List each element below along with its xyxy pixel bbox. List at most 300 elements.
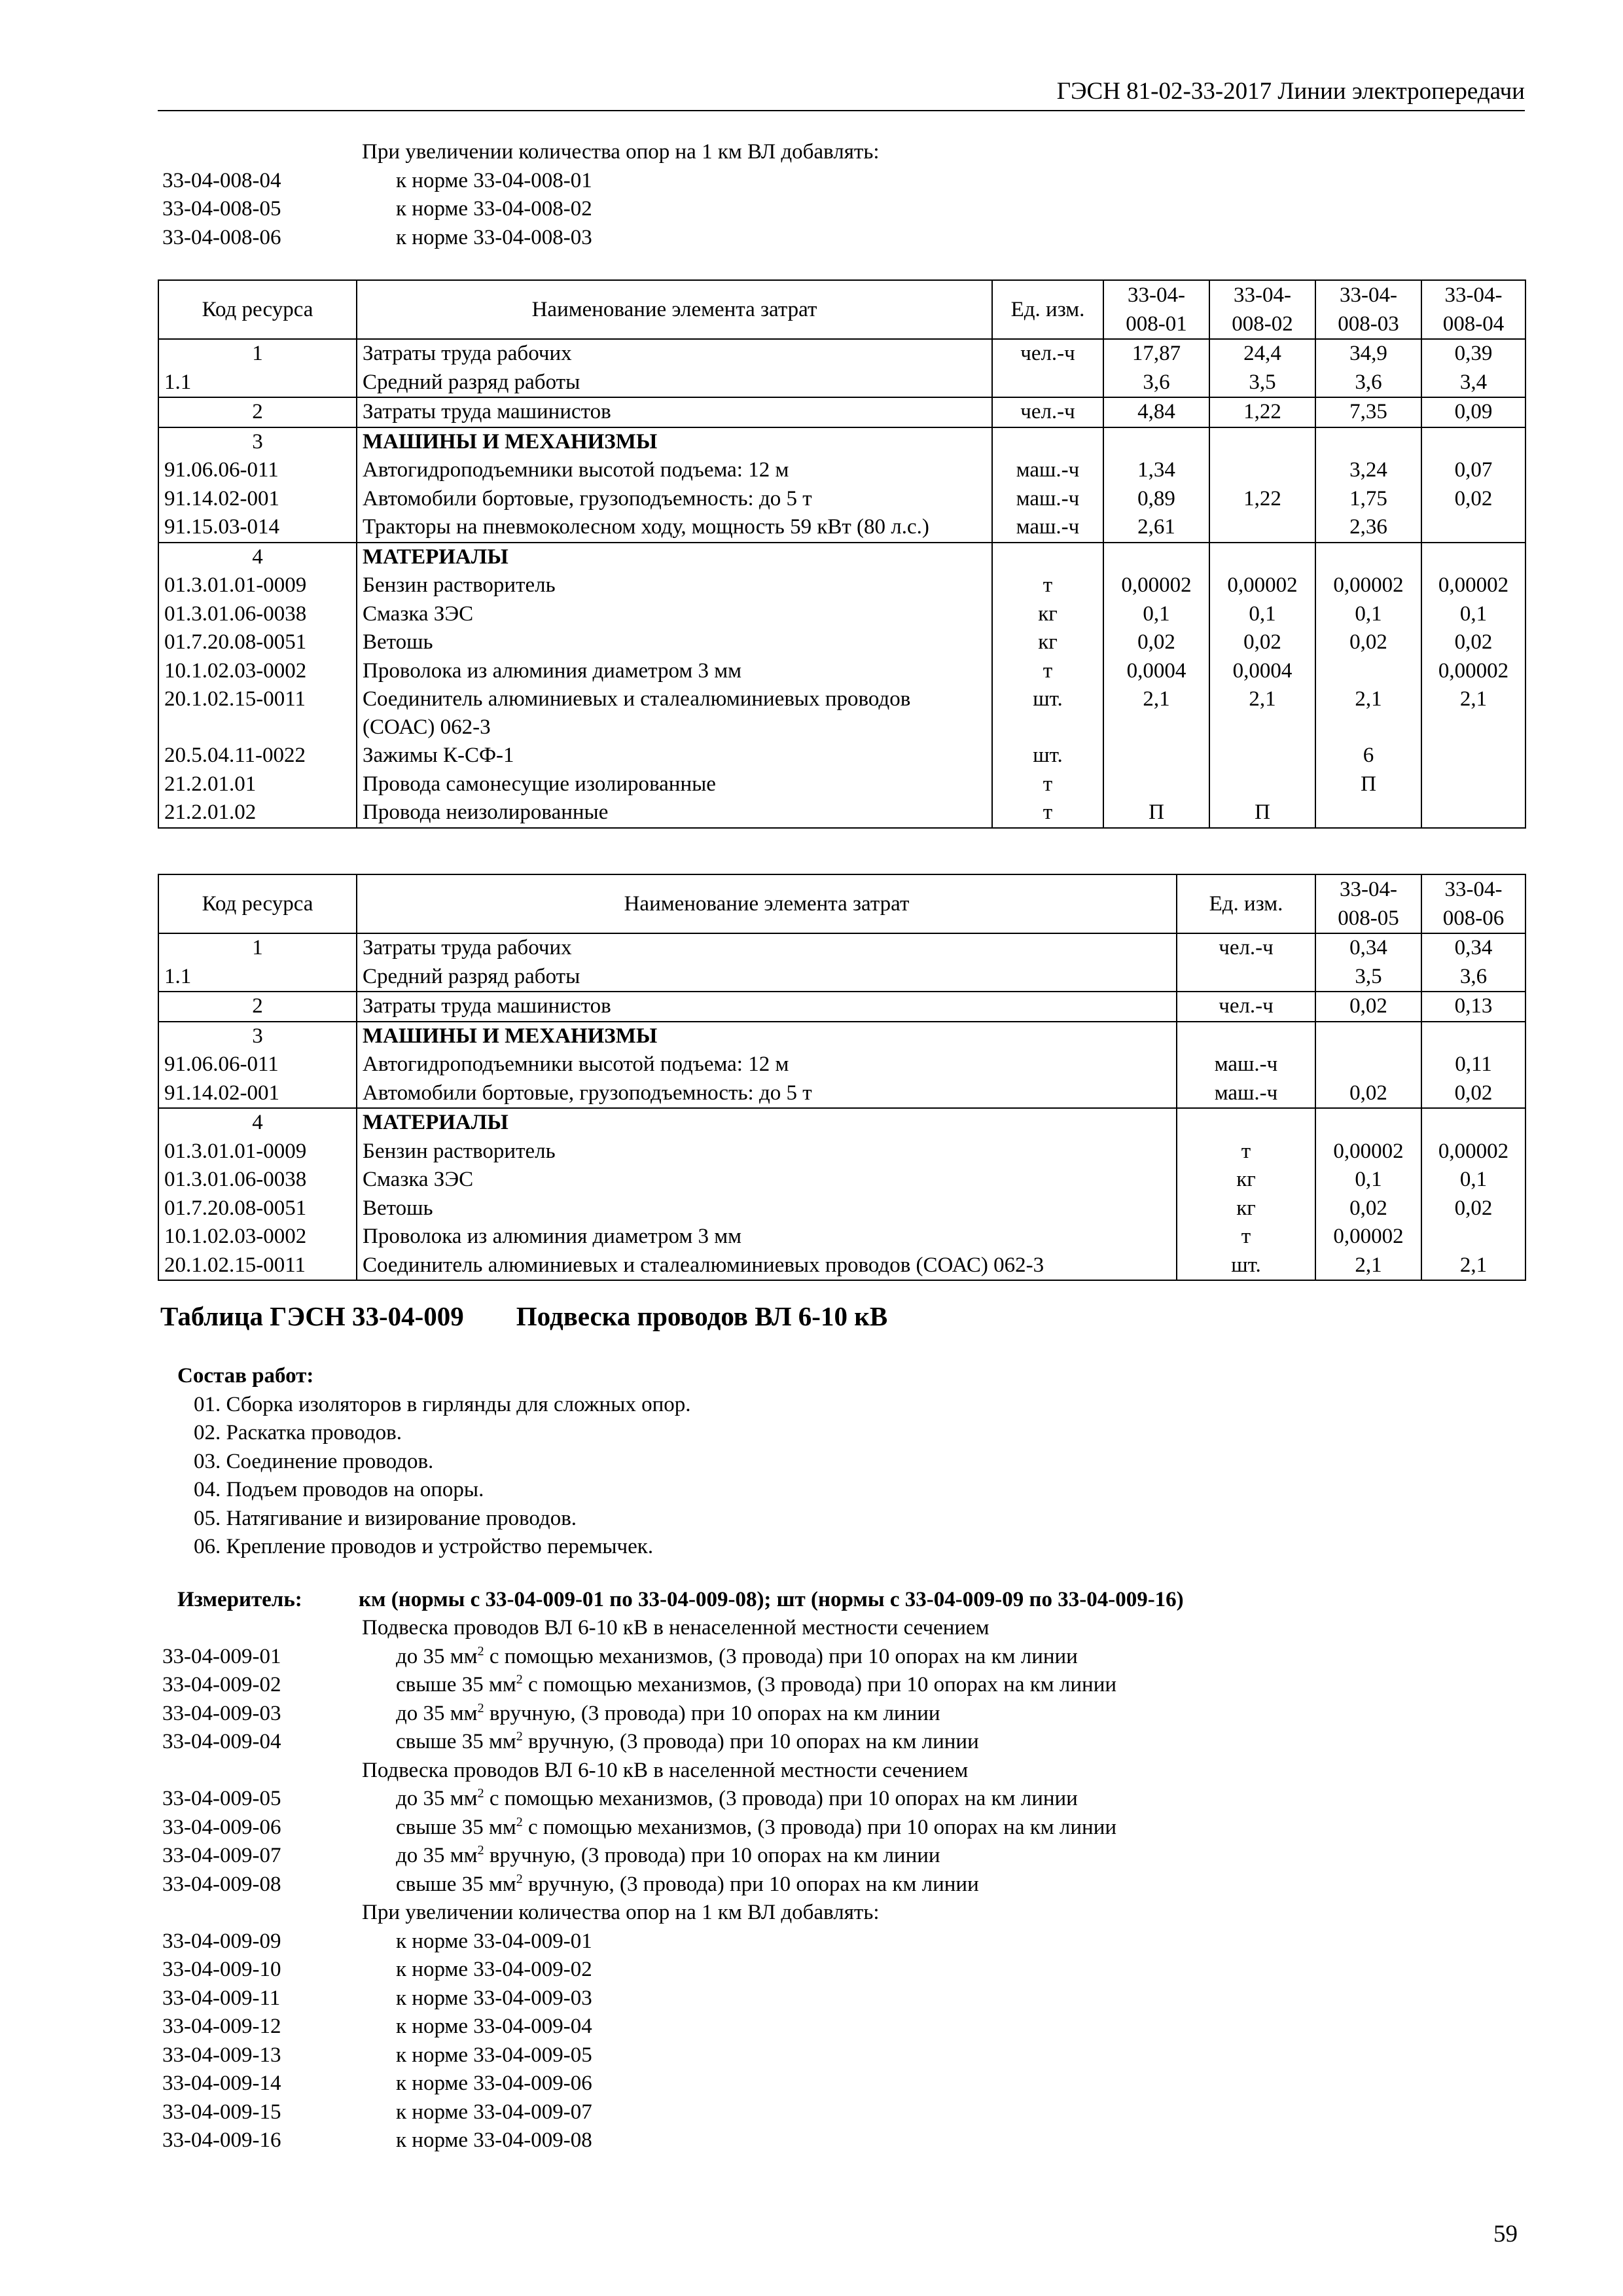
norm-code: 33-04-009-05 (162, 1787, 281, 1811)
norm-code: 33-04-009-01 (162, 1644, 281, 1668)
resource-code: 01.7.20.08-0051 (158, 1194, 357, 1223)
superscript: 2 (477, 1786, 484, 1801)
resource-name: Затраты труда рабочих (357, 933, 1177, 963)
header-name: Наименование элемента затрат (357, 280, 992, 339)
table-row (158, 513, 1525, 543)
norm-text: к норме 33-04-009-07 (396, 2100, 592, 2124)
value-cell: 0,34 (1315, 933, 1421, 963)
value-cell: 2,61 (1103, 513, 1209, 543)
unit-cell: т (992, 657, 1103, 686)
value-cell: 1,22 (1209, 397, 1315, 427)
resource-name: Затраты труда рабочих (357, 339, 992, 368)
value-cell: 0,02 (1315, 628, 1421, 657)
list-item (162, 1871, 1471, 1899)
value-cell: 3,6 (1103, 368, 1209, 398)
unit-cell: шт. (1177, 1251, 1315, 1281)
header-norm: 33-04-008-01 (1103, 280, 1209, 339)
list-heading-row (162, 1899, 1471, 1928)
value-cell: 3,5 (1209, 368, 1315, 398)
section-title (160, 1299, 887, 1334)
value-cell: 2,1 (1103, 685, 1209, 742)
value-cell: 0,07 (1421, 456, 1525, 485)
value-cell: 0,39 (1421, 339, 1525, 368)
unit-cell: чел.-ч (992, 397, 1103, 427)
list-item (162, 2041, 1471, 2070)
superscript: 2 (516, 1814, 523, 1829)
resource-name: Бензин растворитель (357, 571, 992, 600)
norm-code: 33-04-009-14 (162, 2072, 281, 2096)
unit-cell: маш.-ч (992, 485, 1103, 514)
resource-name: Проволока из алюминия диаметром 3 мм (357, 1223, 1177, 1251)
value-cell: 0,09 (1421, 397, 1525, 427)
value-cell: 0,1 (1421, 600, 1525, 629)
norm-code: 33-04-009-08 (162, 1872, 281, 1896)
resource-name: Затраты труда машинистов (357, 992, 1177, 1022)
top-code-list (162, 138, 1471, 252)
unit-cell (1177, 963, 1315, 992)
value-cell: 2,1 (1315, 685, 1421, 742)
norm-text-pre: свыше 35 мм (396, 1815, 516, 1839)
value-cell: 0,0004 (1209, 657, 1315, 686)
table-row (158, 571, 1525, 600)
unit-cell: т (992, 770, 1103, 799)
value-cell (1103, 427, 1209, 457)
list-heading-row (162, 1614, 1471, 1643)
value-cell (1209, 770, 1315, 799)
norm-text-pre: до 35 мм (396, 1644, 478, 1668)
resource-code: 91.06.06-011 (158, 1050, 357, 1079)
unit-cell: маш.-ч (1177, 1079, 1315, 1109)
table-id: Таблица ГЭСН 33-04-009 (160, 1301, 464, 1331)
norm-code: 33-04-009-13 (162, 2043, 281, 2067)
value-cell: 0,02 (1421, 1079, 1525, 1109)
superscript: 2 (477, 1843, 484, 1858)
list-heading: При увеличении количества опор на 1 км ВЛ добавлять: (362, 1901, 880, 1925)
table-row (158, 628, 1525, 657)
list-heading: Подвеска проводов ВЛ 6-10 кВ в ненаселенной местности сечением (362, 1616, 990, 1640)
table-row (158, 1223, 1525, 1251)
resource-code: 1 (158, 933, 357, 963)
work-item: 01. Сборка изоляторов в гирлянды для сложных опор. (194, 1392, 691, 1416)
value-cell: П (1315, 770, 1421, 799)
list-item (162, 2013, 1471, 2041)
value-cell (1421, 543, 1525, 572)
value-cell: 0,02 (1103, 628, 1209, 657)
value-cell: 17,87 (1103, 339, 1209, 368)
unit-cell: маш.-ч (1177, 1050, 1315, 1079)
header-title: ГЭСН 81-02-33-2017 Линии электропередачи (1056, 78, 1525, 105)
value-cell: 4,84 (1103, 397, 1209, 427)
value-cell (1103, 742, 1209, 770)
list-item (162, 195, 1471, 224)
norm-code: 33-04-008-06 (162, 225, 281, 249)
unit-cell: маш.-ч (992, 456, 1103, 485)
value-cell (1315, 798, 1421, 828)
resource-code: 01.3.01.01-0009 (158, 1138, 357, 1166)
header-name: Наименование элемента затрат (357, 874, 1177, 933)
resource-code: 2 (158, 992, 357, 1022)
list-item (162, 1671, 1471, 1700)
value-cell: 0,13 (1421, 992, 1525, 1022)
unit-cell: шт. (992, 685, 1103, 742)
value-cell: 3,5 (1315, 963, 1421, 992)
resource-code: 10.1.02.03-0002 (158, 1223, 357, 1251)
norm-text: к норме 33-04-008-03 (396, 225, 592, 249)
resource-code: 91.14.02-001 (158, 1079, 357, 1109)
unit-cell: т (992, 571, 1103, 600)
norm-text (362, 1728, 979, 1756)
norm-text-pre: свыше 35 мм (396, 1673, 516, 1697)
value-cell (1421, 770, 1525, 799)
list-item (162, 2070, 1471, 2098)
table-row (158, 1108, 1525, 1138)
meter-line (177, 1586, 1184, 1614)
norm-code: 33-04-009-09 (162, 1929, 281, 1953)
value-cell: 3,6 (1421, 963, 1525, 992)
resource-name: МАТЕРИАЛЫ (357, 543, 992, 572)
norm-text (362, 1700, 940, 1728)
value-cell: 0,02 (1421, 485, 1525, 514)
table-row (158, 427, 1525, 457)
table-row (158, 456, 1525, 485)
unit-cell: чел.-ч (1177, 933, 1315, 963)
value-cell: 34,9 (1315, 339, 1421, 368)
resource-code: 01.3.01.01-0009 (158, 571, 357, 600)
table-row (158, 742, 1525, 770)
list-item (162, 1814, 1471, 1842)
resource-table-1 (158, 279, 1526, 829)
resource-name: МАШИНЫ И МЕХАНИЗМЫ (357, 427, 992, 457)
norm-text-post: с помощью механизмов, (3 провода) при 10 опорах на км линии (484, 1644, 1078, 1668)
resource-name: Затраты труда машинистов (357, 397, 992, 427)
value-cell: П (1103, 798, 1209, 828)
work-item: 03. Соединение проводов. (194, 1449, 434, 1473)
unit-cell: т (1177, 1138, 1315, 1166)
value-cell: 3,4 (1421, 368, 1525, 398)
resource-code: 20.1.02.15-0011 (158, 1251, 357, 1281)
resource-code: 20.5.04.11-0022 (158, 742, 357, 770)
list-heading-row (162, 1757, 1471, 1785)
value-cell: 2,1 (1315, 1251, 1421, 1281)
value-cell (1209, 456, 1315, 485)
header-norm: 33-04-008-05 (1315, 874, 1421, 933)
value-cell (1315, 1108, 1421, 1138)
table-title: Подвеска проводов ВЛ 6-10 кВ (516, 1301, 888, 1331)
norm-code: 33-04-009-02 (162, 1673, 281, 1697)
resource-name: Смазка ЗЭС (357, 1166, 1177, 1194)
resource-name: Смазка ЗЭС (357, 600, 992, 629)
value-cell: 0,1 (1209, 600, 1315, 629)
list-item (162, 1643, 1471, 1672)
works-list (177, 1362, 691, 1562)
table-row (158, 1050, 1525, 1079)
resource-code: 2 (158, 397, 357, 427)
value-cell: 0,89 (1103, 485, 1209, 514)
resource-code: 21.2.01.02 (158, 798, 357, 828)
value-cell: 0,00002 (1103, 571, 1209, 600)
resource-code: 91.06.06-011 (158, 456, 357, 485)
unit-cell: т (992, 798, 1103, 828)
list-item (162, 167, 1471, 196)
norm-text-post: с помощью механизмов, (3 провода) при 10 опорах на км линии (484, 1787, 1078, 1811)
works-heading: Состав работ: (177, 1364, 314, 1388)
resource-code: 01.3.01.06-0038 (158, 1166, 357, 1194)
unit-cell (1177, 1022, 1315, 1051)
value-cell: 0,02 (1421, 1194, 1525, 1223)
value-cell (1421, 1022, 1525, 1051)
resource-name: МАТЕРИАЛЫ (357, 1108, 1177, 1138)
norm-code: 33-04-008-04 (162, 168, 281, 192)
list-item (162, 1700, 1471, 1729)
table-row (158, 485, 1525, 514)
table-row (158, 798, 1525, 828)
value-cell (1103, 543, 1209, 572)
resource-code: 4 (158, 543, 357, 572)
table-row (158, 600, 1525, 629)
work-item: 04. Подъем проводов на опоры. (194, 1478, 484, 1501)
resource-code: 21.2.01.01 (158, 770, 357, 799)
value-cell: 0,02 (1315, 1194, 1421, 1223)
value-cell (1315, 543, 1421, 572)
norm-text-post: вручную, (3 провода) при 10 опорах на км линии (522, 1730, 979, 1754)
table-row (158, 368, 1525, 398)
value-cell: 7,35 (1315, 397, 1421, 427)
norm-code: 33-04-009-04 (162, 1730, 281, 1754)
norm-text-post: вручную, (3 провода) при 10 опорах на км линии (522, 1872, 979, 1896)
resource-code: 01.3.01.06-0038 (158, 600, 357, 629)
resource-name: Тракторы на пневмоколесном ходу, мощность 59 кВт (80 л.с.) (357, 513, 992, 543)
unit-cell (1177, 1108, 1315, 1138)
value-cell: 1,34 (1103, 456, 1209, 485)
norm-code: 33-04-009-06 (162, 1815, 281, 1839)
norm-text: к норме 33-04-009-04 (396, 2015, 592, 2039)
resource-code: 10.1.02.03-0002 (158, 657, 357, 686)
work-item: 05. Натягивание и визирование проводов. (194, 1506, 577, 1530)
value-cell (1315, 1050, 1421, 1079)
value-cell (1421, 1223, 1525, 1251)
value-cell: 0,1 (1421, 1166, 1525, 1194)
norm-code-list (162, 1614, 1471, 2155)
resource-code: 20.1.02.15-0011 (158, 685, 357, 742)
unit-cell: маш.-ч (992, 513, 1103, 543)
norm-text-pre: до 35 мм (396, 1701, 478, 1725)
norm-text: к норме 33-04-009-05 (396, 2043, 592, 2067)
resource-name: Автомобили бортовые, грузоподъемность: до 5 т (357, 485, 992, 514)
resource-name: Проволока из алюминия диаметром 3 мм (357, 657, 992, 686)
resource-name: Ветошь (357, 1194, 1177, 1223)
resource-code: 1.1 (158, 963, 357, 992)
value-cell: 0,11 (1421, 1050, 1525, 1079)
unit-cell: т (1177, 1223, 1315, 1251)
value-cell: 0,00002 (1209, 571, 1315, 600)
resource-name: Автогидроподъемники высотой подъема: 12 м (357, 456, 992, 485)
value-cell: 0,02 (1209, 628, 1315, 657)
table-row (158, 1166, 1525, 1194)
list-item (162, 1984, 1471, 2013)
value-cell: 2,1 (1421, 1251, 1525, 1281)
superscript: 2 (516, 1871, 523, 1886)
resource-code: 1 (158, 339, 357, 368)
value-cell: 6 (1315, 742, 1421, 770)
value-cell: 2,1 (1421, 685, 1525, 742)
norm-code: 33-04-009-07 (162, 1844, 281, 1868)
norm-text (362, 1814, 1116, 1842)
value-cell: 2,36 (1315, 513, 1421, 543)
norm-text: к норме 33-04-009-03 (396, 1986, 592, 2010)
value-cell: 0,1 (1315, 600, 1421, 629)
unit-cell (992, 368, 1103, 398)
list-item (162, 2098, 1471, 2127)
header-code: Код ресурса (158, 280, 357, 339)
value-cell (1421, 427, 1525, 457)
norm-text: к норме 33-04-009-02 (396, 1958, 592, 1982)
unit-cell (992, 427, 1103, 457)
resource-name: Автогидроподъемники высотой подъема: 12 м (357, 1050, 1177, 1079)
resource-name: Зажимы К-СФ-1 (357, 742, 992, 770)
resource-name: Автомобили бортовые, грузоподъемность: до 5 т (357, 1079, 1177, 1109)
value-cell: 0,02 (1315, 992, 1421, 1022)
header-unit: Ед. изм. (992, 280, 1103, 339)
list-heading: Подвеска проводов ВЛ 6-10 кВ в населенной местности сечением (362, 1758, 969, 1782)
table-row (158, 1079, 1525, 1109)
value-cell (1209, 543, 1315, 572)
meter-label: Измеритель: (177, 1588, 302, 1611)
norm-text: к норме 33-04-009-06 (396, 2072, 592, 2096)
norm-text-pre: до 35 мм (396, 1844, 478, 1868)
resource-code: 3 (158, 427, 357, 457)
table-row (158, 1022, 1525, 1051)
value-cell: П (1209, 798, 1315, 828)
unit-cell: кг (1177, 1194, 1315, 1223)
value-cell: 0,00002 (1315, 1223, 1421, 1251)
header-norm: 33-04-008-06 (1421, 874, 1525, 933)
value-cell: 0,0004 (1103, 657, 1209, 686)
list-item (162, 1842, 1471, 1871)
work-item: 02. Раскатка проводов. (194, 1421, 402, 1444)
norm-text-pre: свыше 35 мм (396, 1872, 516, 1896)
header-norm: 33-04-008-04 (1421, 280, 1525, 339)
norm-text (362, 1842, 940, 1870)
value-cell: 0,02 (1421, 628, 1525, 657)
table-row (158, 339, 1525, 368)
norm-text-pre: до 35 мм (396, 1787, 478, 1811)
value-cell: 0,00002 (1315, 571, 1421, 600)
value-cell (1421, 742, 1525, 770)
list-item (162, 1728, 1471, 1757)
resource-table-2 (158, 874, 1526, 1281)
list-item (162, 224, 1471, 253)
resource-code: 01.7.20.08-0051 (158, 628, 357, 657)
list-item (162, 1956, 1471, 1984)
norm-code: 33-04-009-03 (162, 1701, 281, 1725)
table-row (158, 1138, 1525, 1166)
unit-cell: кг (992, 628, 1103, 657)
norm-text-post: вручную, (3 провода) при 10 опорах на км линии (484, 1844, 940, 1868)
value-cell: 1,22 (1209, 485, 1315, 514)
norm-code: 33-04-009-16 (162, 2128, 281, 2153)
table-row (158, 963, 1525, 992)
value-cell (1209, 427, 1315, 457)
value-cell: 0,00002 (1421, 571, 1525, 600)
norm-code: 33-04-008-05 (162, 197, 281, 221)
meter-value: км (нормы с 33-04-009-01 по 33-04-009-08); шт (нормы с 33-04-009-09 по 33-04-009-16) (359, 1588, 1184, 1611)
list-heading: При увеличении количества опор на 1 км ВЛ добавлять: (362, 140, 880, 164)
work-item: 06. Крепление проводов и устройство перемычек. (194, 1535, 654, 1558)
norm-text: к норме 33-04-009-01 (396, 1929, 592, 1953)
superscript: 2 (477, 1700, 484, 1715)
list-item (162, 1928, 1471, 1956)
resource-code: 3 (158, 1022, 357, 1051)
table-row (158, 933, 1525, 963)
resource-name: Ветошь (357, 628, 992, 657)
norm-text: к норме 33-04-008-01 (396, 168, 592, 192)
resource-name: Средний разряд работы (357, 963, 1177, 992)
unit-cell: шт. (992, 742, 1103, 770)
header-unit: Ед. изм. (1177, 874, 1315, 933)
resource-name: Бензин растворитель (357, 1138, 1177, 1166)
value-cell: 1,75 (1315, 485, 1421, 514)
unit-cell: кг (992, 600, 1103, 629)
resource-name: МАШИНЫ И МЕХАНИЗМЫ (357, 1022, 1177, 1051)
table-row (158, 397, 1525, 427)
value-cell (1209, 513, 1315, 543)
value-cell: 0,34 (1421, 933, 1525, 963)
norm-text-post: с помощью механизмов, (3 провода) при 10 опорах на км линии (522, 1673, 1117, 1697)
list-item (162, 2126, 1471, 2155)
value-cell (1209, 742, 1315, 770)
resource-name: Соединитель алюминиевых и сталеалюминиевых проводов (СОАС) 062-3 (357, 1251, 1177, 1281)
unit-cell: чел.-ч (1177, 992, 1315, 1022)
table-row (158, 657, 1525, 686)
resource-code: 4 (158, 1108, 357, 1138)
value-cell: 2,1 (1209, 685, 1315, 742)
norm-text (362, 1871, 979, 1899)
norm-text: к норме 33-04-009-08 (396, 2128, 592, 2153)
resource-code: 91.15.03-014 (158, 513, 357, 543)
superscript: 2 (516, 1672, 523, 1687)
value-cell (1315, 657, 1421, 686)
value-cell: 0,02 (1315, 1079, 1421, 1109)
norm-text (362, 1785, 1078, 1813)
value-cell: 0,00002 (1421, 657, 1525, 686)
header-norm: 33-04-008-02 (1209, 280, 1315, 339)
value-cell (1421, 513, 1525, 543)
resource-code: 1.1 (158, 368, 357, 398)
value-cell (1315, 1022, 1421, 1051)
value-cell: 3,6 (1315, 368, 1421, 398)
table-row (158, 685, 1525, 742)
value-cell (1421, 798, 1525, 828)
value-cell: 0,1 (1315, 1166, 1421, 1194)
norm-text-post: вручную, (3 провода) при 10 опорах на км линии (484, 1701, 940, 1725)
value-cell (1103, 770, 1209, 799)
value-cell (1421, 1108, 1525, 1138)
unit-cell (992, 543, 1103, 572)
norm-text (362, 1671, 1116, 1699)
header-code: Код ресурса (158, 874, 357, 933)
value-cell (1315, 427, 1421, 457)
unit-cell: кг (1177, 1166, 1315, 1194)
norm-code: 33-04-009-12 (162, 2015, 281, 2039)
resource-name: Соединитель алюминиевых и сталеалюминиевых проводов (СОАС) 062-3 (357, 685, 992, 742)
superscript: 2 (516, 1729, 523, 1744)
norm-text: к норме 33-04-008-02 (396, 197, 592, 221)
list-item (162, 1785, 1471, 1814)
resource-name: Средний разряд работы (357, 368, 992, 398)
value-cell: 0,00002 (1421, 1138, 1525, 1166)
superscript: 2 (477, 1643, 484, 1659)
table-row (158, 543, 1525, 572)
